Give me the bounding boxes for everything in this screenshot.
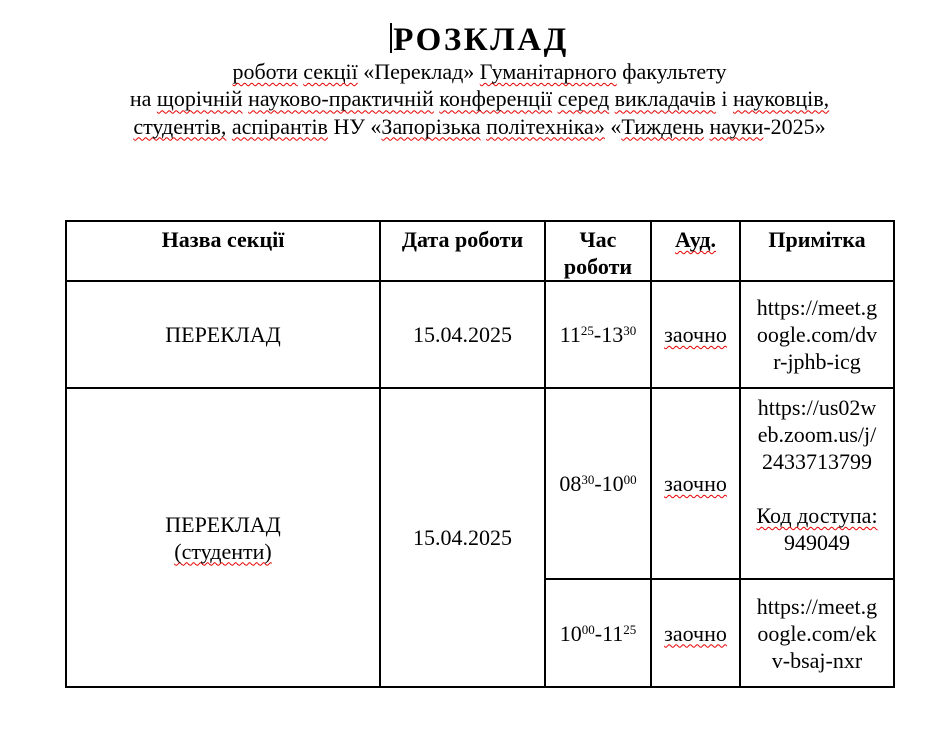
misspelled-word: Запорізька — [381, 113, 481, 139]
subtitle-line-1 — [20, 58, 939, 85]
auditorium-value: заочно — [664, 471, 727, 496]
misspelled-word: науково-практичній — [248, 86, 434, 112]
subtitle-line-3 — [20, 113, 939, 140]
col-header-time — [545, 221, 651, 281]
time-cell — [545, 388, 651, 579]
misspelled-word: політехніка» — [486, 113, 605, 139]
col-header-date-label: Дата роботи — [401, 227, 524, 252]
auditorium-value: заочно — [664, 322, 727, 347]
date-value: 15.04.2025 — [413, 322, 512, 347]
misspelled-word: викладачів — [614, 86, 716, 112]
col-header-section-label: Назва секції — [161, 227, 285, 252]
text-segment: « — [604, 113, 622, 139]
date-cell — [380, 281, 545, 388]
text-cursor — [390, 23, 392, 53]
auditorium-cell — [651, 579, 740, 687]
misspelled-word: щорічній — [156, 86, 243, 112]
text-segment: факультету — [616, 59, 727, 84]
col-header-section — [66, 221, 380, 281]
misspelled-word: секції — [303, 59, 358, 84]
meeting-link: https://meet.google.com/ekv-bsaj-nxr — [756, 593, 878, 673]
text-segment: «Переклад» — [357, 59, 480, 84]
section-detail: (студенти) — [174, 538, 272, 564]
col-header-time-label: Час роботи — [563, 227, 633, 279]
access-code-value: 949049 — [784, 530, 850, 555]
document-title — [20, 20, 939, 58]
start-minutes-superscript: 30 — [581, 472, 595, 487]
auditorium-cell — [651, 281, 740, 388]
misspelled-word: Тиждень — [621, 113, 704, 139]
schedule-table — [65, 220, 895, 688]
table-row-pereklad-studenty-slot1 — [66, 388, 894, 579]
section-name-cell — [66, 388, 380, 687]
time-separator: - — [594, 471, 602, 496]
misspelled-word: Гуманітарного — [479, 59, 617, 84]
end-minutes-superscript: 00 — [623, 472, 637, 487]
note-cell — [740, 579, 894, 687]
time-range: $08^{30}-10^{00}$ — [559, 471, 637, 496]
section-name: ПЕРЕКЛАД — [165, 322, 281, 347]
start-minutes-superscript: 25 — [580, 323, 594, 338]
text-segment: на — [129, 86, 157, 112]
note-cell — [740, 281, 894, 388]
meeting-link: https://us02web.zoom.us/j/2433713799 — [757, 395, 877, 474]
section-name: ПЕРЕКЛАД — [165, 511, 281, 537]
text-segment: НУ « — [327, 113, 382, 139]
text-segment: -2025» — [763, 113, 826, 139]
misspelled-word: науки — [709, 113, 764, 139]
date-cell — [380, 388, 545, 687]
col-header-note-label: Примітка — [768, 227, 866, 252]
document-title-text: РОЗКЛАД — [393, 22, 569, 58]
start-minutes-superscript: 00 — [581, 621, 595, 637]
end-minutes-superscript: 30 — [623, 323, 637, 338]
misspelled-word: аспірантів — [231, 113, 328, 139]
time-separator: - — [594, 620, 603, 646]
col-header-date — [380, 221, 545, 281]
time-separator: - — [593, 322, 602, 347]
col-header-auditorium-label: Ауд. — [674, 227, 717, 252]
document-header — [20, 20, 939, 140]
auditorium-value: заочно — [664, 620, 727, 646]
col-header-auditorium — [651, 221, 740, 281]
text-segment: і — [715, 86, 733, 112]
time-cell — [545, 281, 651, 388]
access-code-label: Код доступа: — [756, 503, 878, 528]
subtitle-line-2 — [20, 85, 939, 112]
date-value: 15.04.2025 — [413, 525, 512, 550]
end-minutes-superscript: 25 — [623, 621, 637, 637]
misspelled-word: серед — [557, 86, 610, 112]
time-range: $11^{25}-13^{30}$ — [559, 322, 637, 347]
section-name-cell — [66, 281, 380, 388]
table-row-pereklad — [66, 281, 894, 388]
misspelled-word: конференції — [439, 86, 553, 112]
time-range: $10^{00}-11^{25}$ — [559, 620, 637, 646]
time-cell — [545, 579, 651, 687]
table-header-row — [66, 221, 894, 281]
note-cell — [740, 388, 894, 579]
misspelled-word: студентів, — [133, 113, 227, 139]
auditorium-cell — [651, 388, 740, 579]
meeting-link: https://meet.google.com/dvr-jphb-icg — [756, 295, 878, 374]
col-header-note — [740, 221, 894, 281]
misspelled-word: роботи — [232, 59, 298, 84]
misspelled-word: науковців, — [733, 86, 830, 112]
